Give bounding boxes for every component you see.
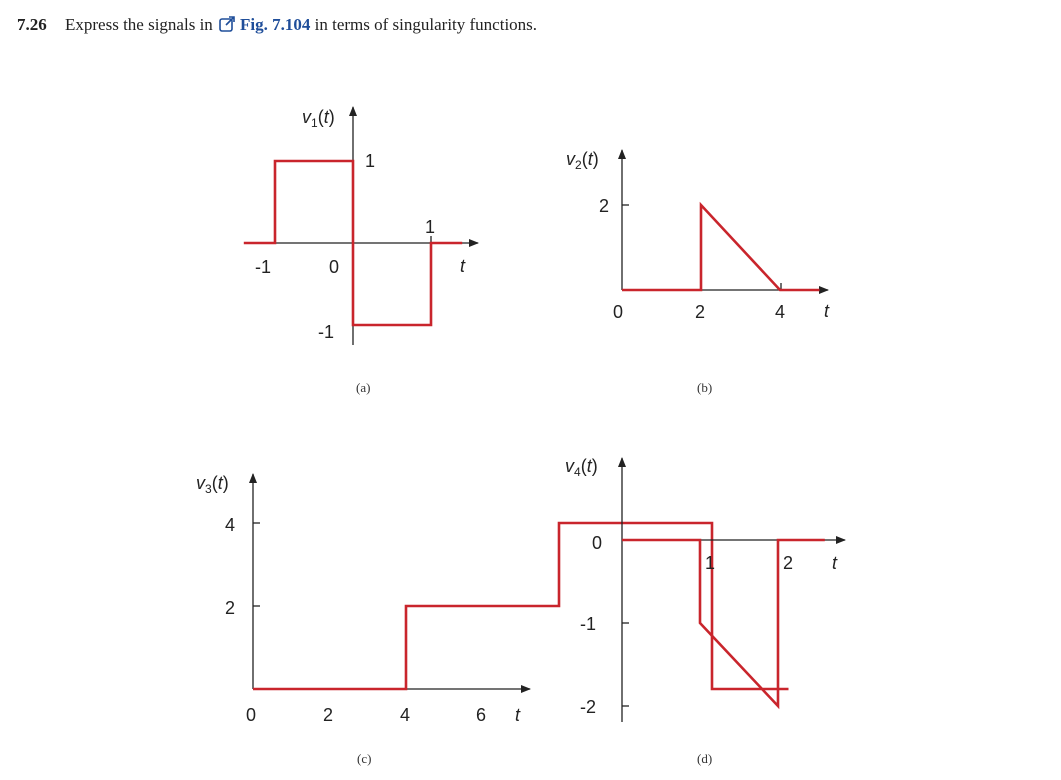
d-ytick-label-neg1: -1 [580, 614, 597, 634]
c-ylabel: $v_3(t)$ [196, 473, 229, 496]
figure-d [565, 456, 845, 766]
c-xtick-label-6: 6 [476, 705, 487, 725]
a-ylabel: $v_1(t)$ [302, 107, 335, 130]
b-caption: (b) [697, 380, 713, 395]
a-xtick-label-1: 1 [425, 217, 436, 237]
c-caption: (c) [357, 751, 372, 766]
c-ytick-label-4: 4 [225, 515, 236, 535]
c-xtick-label-0: 0 [246, 705, 257, 725]
b-ytick-label-2: 2 [599, 196, 610, 216]
figure-a [244, 107, 478, 395]
figure-link[interactable]: Fig. 7.104 [240, 15, 311, 34]
c-xtick-label-2: 2 [323, 705, 334, 725]
d-xtick-label-2: 2 [783, 553, 794, 573]
figure-b [566, 149, 830, 395]
b-ylabel: $v_2(t)$ [566, 149, 599, 172]
problem-text-before: Express the signals in [65, 15, 213, 34]
problem-text-after: in terms of singularity functions. [314, 15, 538, 34]
d-ylabel: $v_4(t)$ [565, 456, 598, 479]
b-xtick-label-4: 4 [775, 302, 786, 322]
a-xlabel: t [460, 256, 466, 276]
problem-number: 7.26 [17, 15, 47, 34]
a-xtick-label-0: 0 [329, 257, 340, 277]
a-caption: (a) [356, 380, 371, 395]
d-caption: (d) [697, 751, 713, 766]
d-ytick-label-neg2: -2 [580, 697, 597, 717]
c-xlabel: t [515, 705, 521, 725]
c-ytick-label-2: 2 [225, 598, 236, 618]
c-xtick-label-4: 4 [400, 705, 411, 725]
d-xtick-label-0: 0 [592, 533, 603, 553]
d-xlabel: t [832, 553, 838, 573]
d-xtick-label-1: 1 [705, 553, 716, 573]
b-xtick-label-0: 0 [613, 302, 624, 322]
d-signal-line [622, 540, 825, 706]
b-xtick-label-2: 2 [695, 302, 706, 322]
b-xlabel: t [824, 301, 830, 321]
c-signal-line [253, 523, 789, 689]
a-xtick-label-neg1: -1 [255, 257, 272, 277]
b-signal-line [622, 205, 820, 290]
a-ytick-label-1: 1 [365, 151, 376, 171]
a-ytick-label-neg1: -1 [318, 322, 335, 342]
